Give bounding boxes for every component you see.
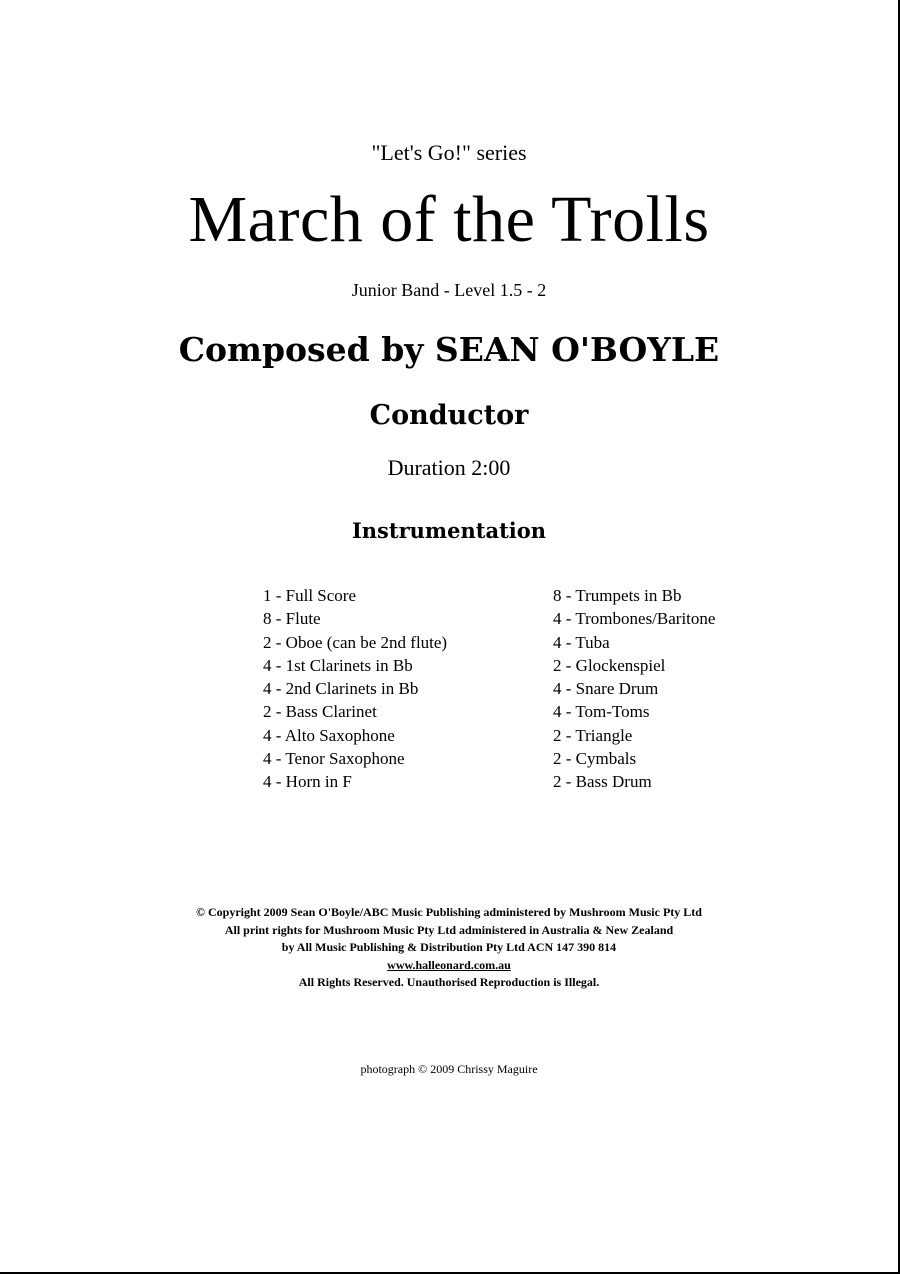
list-item: 2 - Oboe (can be 2nd flute): [263, 632, 448, 652]
list-item: 4 - 1st Clarinets in Bb: [263, 655, 413, 675]
list-item: 4 - Tuba: [553, 632, 610, 652]
list-item: 2 - Glockenspiel: [553, 655, 666, 675]
composer-credit: Composed by SEAN O'BOYLE: [178, 330, 720, 369]
list-item: 4 - Tom-Toms: [553, 702, 650, 722]
list-item: 4 - Horn in F: [263, 772, 352, 792]
copyright-line: All print rights for Mushroom Music Pty Ltd administered in Australia & New Zealand: [224, 922, 674, 937]
list-item: 4 - 2nd Clarinets in Bb: [263, 679, 419, 699]
list-item: 4 - Trombones/Baritone: [553, 609, 716, 629]
instrumentation-list-left: [263, 584, 447, 794]
piece-title: March of the Trolls: [188, 183, 710, 256]
list-item: 1 - Full Score: [263, 586, 357, 605]
series-label: "Let's Go!" series: [371, 140, 527, 165]
list-item: 2 - Bass Clarinet: [263, 702, 377, 722]
part-name: Conductor: [369, 400, 529, 431]
copyright-line: © Copyright 2009 Sean O'Boyle/ABC Music Publishing administered by Mushroom Music Pty Ltd: [196, 905, 702, 919]
photo-credit: photograph © 2009 Chrissy Maguire: [360, 1062, 538, 1076]
duration: Duration 2:00: [387, 455, 511, 480]
list-item: 2 - Cymbals: [553, 749, 637, 769]
list-item: 8 - Flute: [263, 609, 321, 629]
publisher-website-link[interactable]: www.halleonard.com.au: [387, 957, 511, 972]
copyright-line: by All Music Publishing & Distribution Pty Ltd ACN 147 390 814: [281, 940, 617, 954]
band-level: Junior Band - Level 1.5 - 2: [351, 280, 547, 300]
list-item: 4 - Snare Drum: [553, 679, 659, 699]
rights-statement: All Rights Reserved. Unauthorised Reproduction is Illegal.: [298, 975, 600, 989]
copyright-notice: [0, 904, 898, 992]
instrumentation-heading: Instrumentation: [351, 518, 547, 543]
list-item: 8 - Trumpets in Bb: [553, 586, 682, 605]
list-item: 2 - Bass Drum: [553, 772, 652, 792]
list-item: 2 - Triangle: [553, 725, 633, 745]
list-item: 4 - Alto Saxophone: [263, 725, 395, 745]
list-item: 4 - Tenor Saxophone: [263, 749, 405, 769]
instrumentation-list-right: [553, 584, 715, 794]
